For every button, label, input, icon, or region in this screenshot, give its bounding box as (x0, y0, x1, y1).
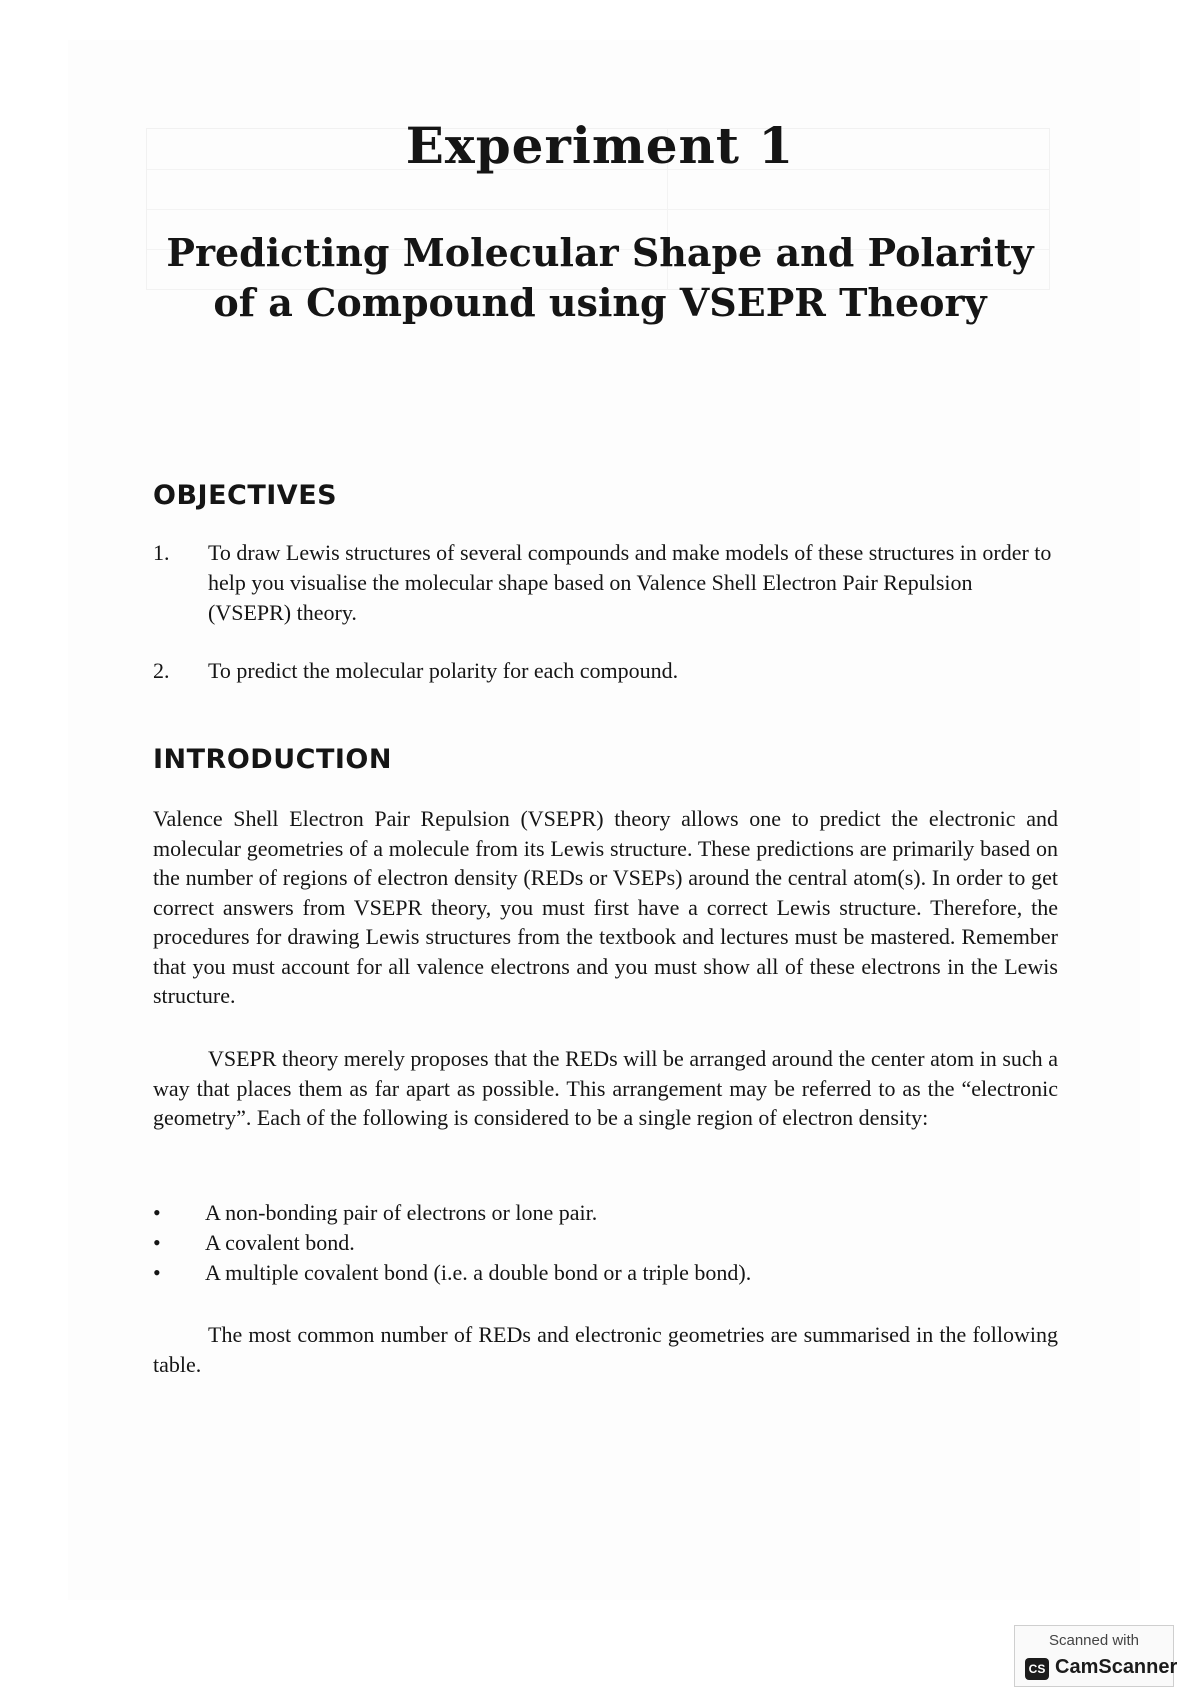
camscanner-logo-icon: CS (1025, 1658, 1049, 1680)
intro-paragraph-3: The most common number of REDs and electronic geometries are summarised in the following table. (153, 1322, 1058, 1377)
experiment-subtitle (100, 228, 1100, 328)
subtitle-line-1: Predicting Molecular Shape and Polarity (166, 230, 1034, 275)
badge-caption: Scanned with (1048, 1632, 1140, 1649)
objective-item (153, 538, 1058, 628)
bullet-dot: • (153, 1230, 161, 1255)
bullet-item (153, 1258, 1058, 1288)
badge-brand-name: CamScanner (1055, 1656, 1178, 1678)
bullet-dot: • (153, 1200, 161, 1225)
objectives-heading: OBJECTIVES (153, 480, 338, 511)
intro-paragraph-1: Valence Shell Electron Pair Repulsion (VSEPR) theory allows one to predict the electronic and molecular geometries of a molecule from its Lewis structure. These predictions are primarily based on the number of regions of electron density (REDs or VSEPs) around the central atom(s). In order to get correct answers from VSEPR theory, you must first have a correct Lewis structure. Therefore, the procedures for drawing Lewis structures from the textbook and lectures must be mastered. Remember that you must account for all valence electrons and you must show all of these electrons in the Lewis structure. (153, 806, 1058, 1008)
objective-item (153, 656, 1058, 686)
objective-number: 1. (153, 540, 170, 565)
camscanner-badge (1014, 1625, 1178, 1687)
red-types-list (153, 1198, 1058, 1288)
bullet-item (153, 1198, 1058, 1228)
objective-number: 2. (153, 658, 170, 683)
experiment-title: Experiment 1 (405, 116, 795, 175)
bullet-item (153, 1228, 1058, 1258)
bullet-dot: • (153, 1260, 161, 1285)
bullet-text: A covalent bond. (205, 1230, 355, 1255)
objective-text: To draw Lewis structures of several compounds and make models of these structures in order to help you visualise the molecular shape based on Valence Shell Electron Pair Repulsion (VSEPR) theory. (208, 540, 1052, 625)
intro-paragraph-2: VSEPR theory merely proposes that the REDs will be arranged around the center atom in such a way that places them as far apart as possible. This arrangement may be referred to as the “electronic geometry”. Each of the following is considered to be a single region of electron density: (153, 1046, 1058, 1130)
subtitle-line-2: of a Compound using VSEPR Theory (213, 280, 987, 325)
objective-text: To predict the molecular polarity for each compound. (208, 658, 679, 683)
objectives-list (153, 538, 1058, 686)
introduction-heading: INTRODUCTION (153, 744, 392, 775)
bullet-text: A multiple covalent bond (i.e. a double bond or a triple bond). (205, 1260, 752, 1285)
bullet-text: A non-bonding pair of electrons or lone pair. (205, 1200, 598, 1225)
